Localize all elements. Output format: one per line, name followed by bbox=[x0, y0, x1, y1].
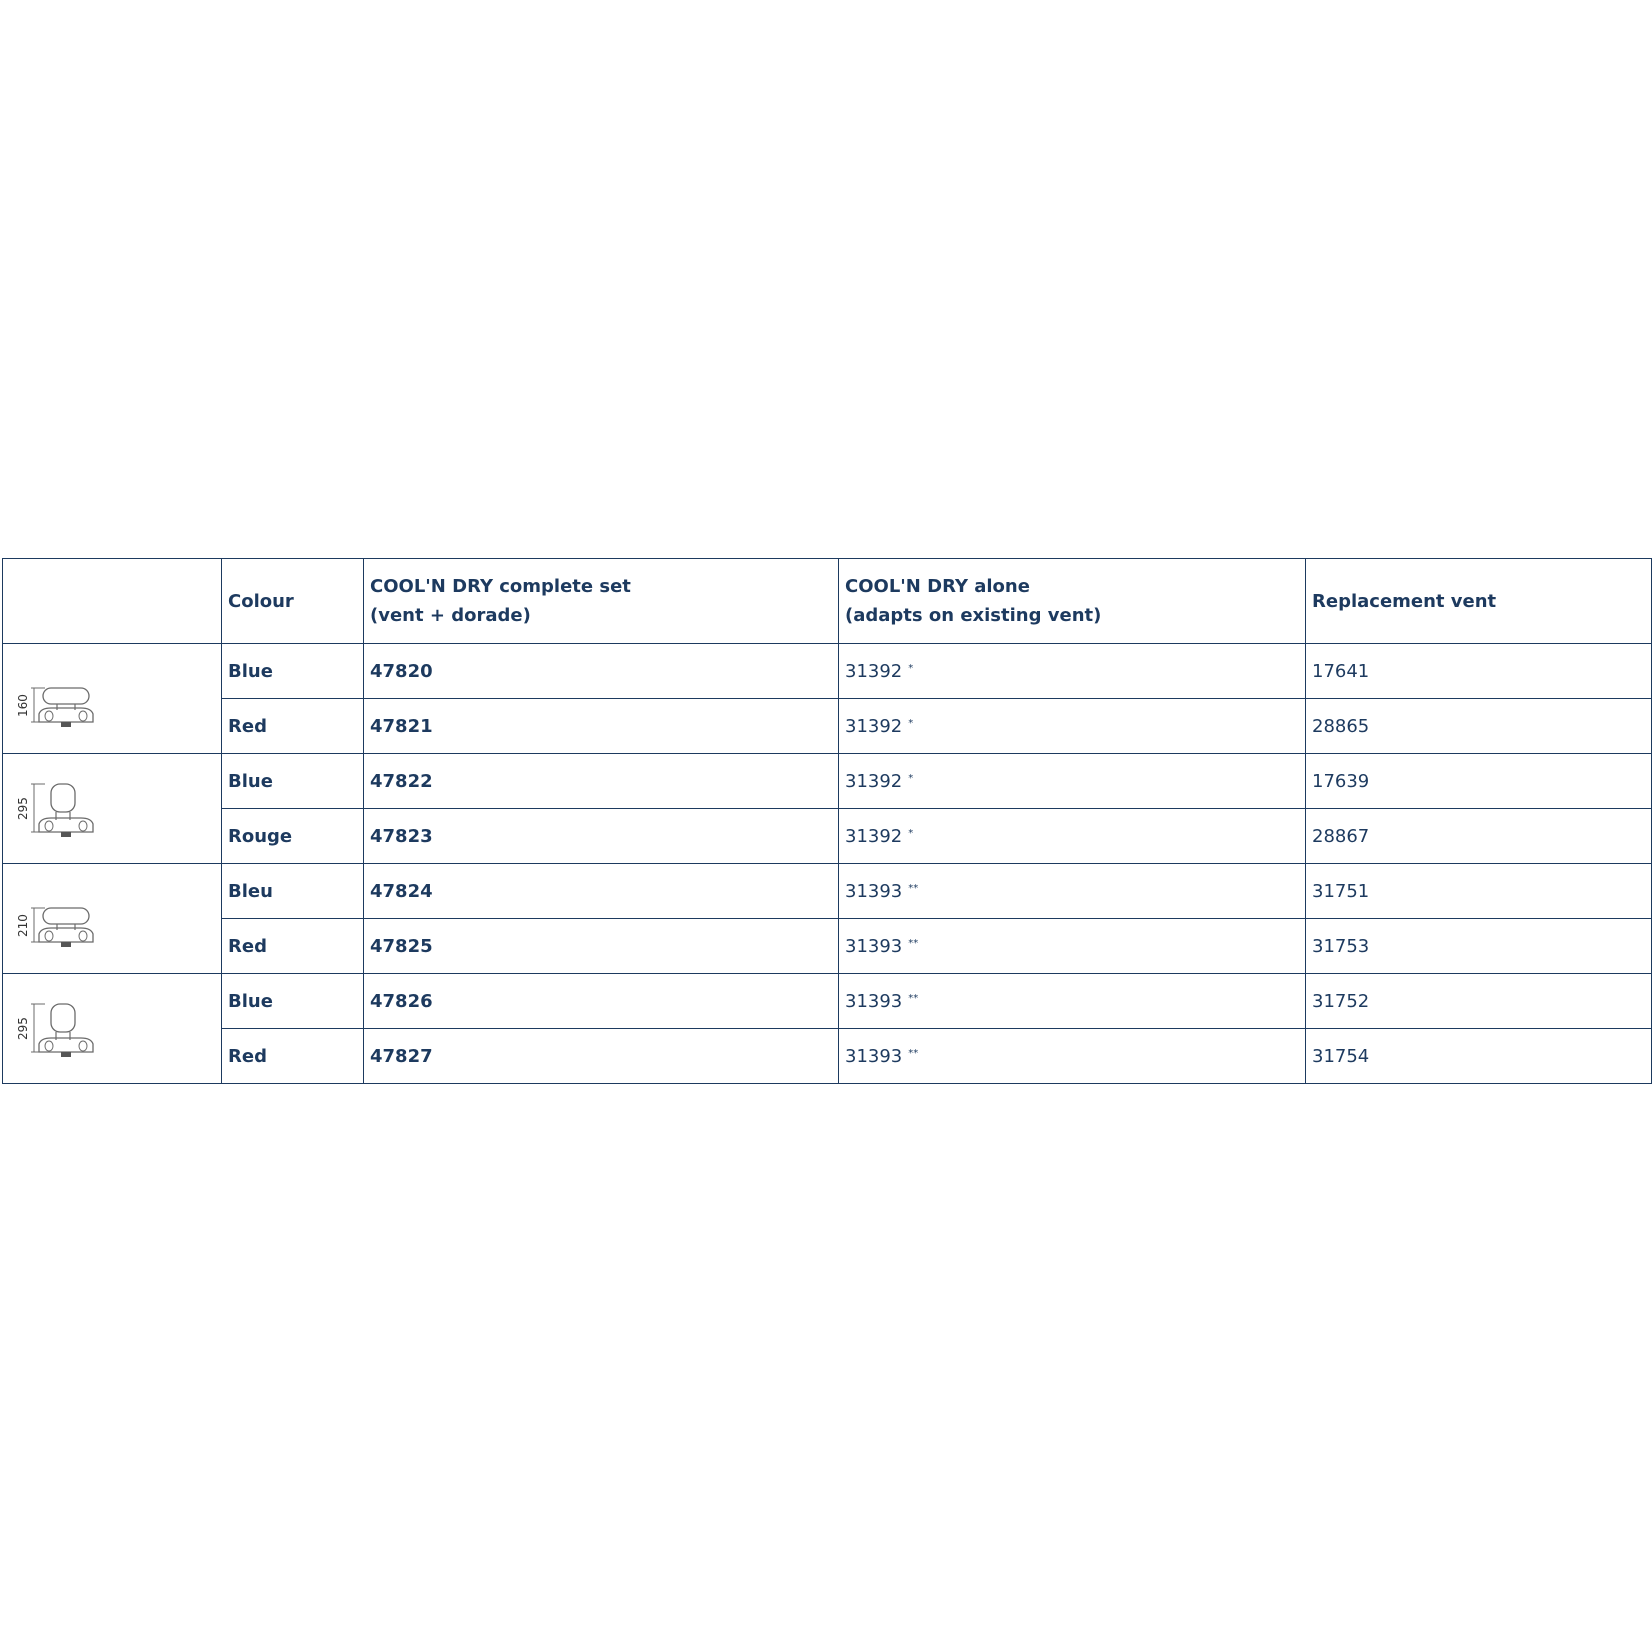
colour-cell: Blue bbox=[222, 754, 364, 809]
alone-cell bbox=[839, 1029, 1306, 1084]
dimension-label: 295 bbox=[16, 796, 30, 820]
product-image-cell bbox=[3, 974, 222, 1084]
header-replacement: Replacement vent bbox=[1306, 559, 1652, 644]
table-row bbox=[3, 1029, 1652, 1084]
complete-set-cell: 47824 bbox=[364, 864, 839, 919]
tall-vent-icon bbox=[15, 774, 105, 844]
table-row bbox=[3, 754, 1652, 809]
header-complete-set-line1: COOL'N DRY complete set bbox=[370, 576, 631, 597]
product-image-cell bbox=[3, 754, 222, 864]
alone-value: 31392 bbox=[845, 825, 903, 847]
table-row bbox=[3, 864, 1652, 919]
tall-vent-icon bbox=[15, 994, 105, 1064]
low-vent-icon bbox=[15, 664, 105, 734]
alone-note: * bbox=[908, 662, 914, 674]
colour-cell: Bleu bbox=[222, 864, 364, 919]
colour-cell: Blue bbox=[222, 644, 364, 699]
header-complete-set-line2: (vent + dorade) bbox=[370, 605, 531, 626]
header-complete-set bbox=[364, 559, 839, 644]
alone-note: ** bbox=[908, 1047, 919, 1059]
replacement-cell: 31752 bbox=[1306, 974, 1652, 1029]
table-row bbox=[3, 644, 1652, 699]
replacement-cell: 17641 bbox=[1306, 644, 1652, 699]
replacement-cell: 17639 bbox=[1306, 754, 1652, 809]
replacement-cell: 31751 bbox=[1306, 864, 1652, 919]
table-row bbox=[3, 809, 1652, 864]
table-row bbox=[3, 919, 1652, 974]
complete-set-cell: 47826 bbox=[364, 974, 839, 1029]
colour-cell: Red bbox=[222, 1029, 364, 1084]
alone-cell bbox=[839, 754, 1306, 809]
alone-value: 31392 bbox=[845, 770, 903, 792]
dimension-label: 295 bbox=[16, 1016, 30, 1040]
complete-set-cell: 47821 bbox=[364, 699, 839, 754]
product-image-cell bbox=[3, 644, 222, 754]
alone-cell bbox=[839, 974, 1306, 1029]
alone-value: 31393 bbox=[845, 1045, 903, 1067]
header-alone-line2: (adapts on existing vent) bbox=[845, 605, 1102, 626]
alone-cell bbox=[839, 864, 1306, 919]
complete-set-cell: 47823 bbox=[364, 809, 839, 864]
alone-value: 31392 bbox=[845, 715, 903, 737]
alone-value: 31393 bbox=[845, 880, 903, 902]
header-alone-line1: COOL'N DRY alone bbox=[845, 576, 1030, 597]
complete-set-cell: 47820 bbox=[364, 644, 839, 699]
replacement-cell: 28867 bbox=[1306, 809, 1652, 864]
complete-set-cell: 47822 bbox=[364, 754, 839, 809]
alone-cell bbox=[839, 919, 1306, 974]
table-row bbox=[3, 699, 1652, 754]
alone-note: * bbox=[908, 772, 914, 784]
alone-note: * bbox=[908, 827, 914, 839]
alone-note: ** bbox=[908, 992, 919, 1004]
colour-cell: Red bbox=[222, 919, 364, 974]
complete-set-cell: 47827 bbox=[364, 1029, 839, 1084]
alone-value: 31393 bbox=[845, 990, 903, 1012]
table-row bbox=[3, 974, 1652, 1029]
header-image bbox=[3, 559, 222, 644]
alone-note: ** bbox=[908, 937, 919, 949]
header-colour: Colour bbox=[222, 559, 364, 644]
colour-cell: Rouge bbox=[222, 809, 364, 864]
alone-value: 31393 bbox=[845, 935, 903, 957]
product-image-cell bbox=[3, 864, 222, 974]
header-row bbox=[3, 559, 1652, 644]
product-table bbox=[2, 558, 1652, 1084]
alone-note: ** bbox=[908, 882, 919, 894]
complete-set-cell: 47825 bbox=[364, 919, 839, 974]
colour-cell: Red bbox=[222, 699, 364, 754]
replacement-cell: 31754 bbox=[1306, 1029, 1652, 1084]
replacement-cell: 31753 bbox=[1306, 919, 1652, 974]
low-vent-icon bbox=[15, 884, 105, 954]
colour-cell: Blue bbox=[222, 974, 364, 1029]
replacement-cell: 28865 bbox=[1306, 699, 1652, 754]
alone-cell bbox=[839, 809, 1306, 864]
product-table-container bbox=[2, 558, 1651, 1084]
dimension-label: 160 bbox=[16, 693, 30, 717]
alone-value: 31392 bbox=[845, 660, 903, 682]
dimension-label: 210 bbox=[16, 913, 30, 937]
alone-cell bbox=[839, 644, 1306, 699]
alone-note: * bbox=[908, 717, 914, 729]
header-alone bbox=[839, 559, 1306, 644]
alone-cell bbox=[839, 699, 1306, 754]
